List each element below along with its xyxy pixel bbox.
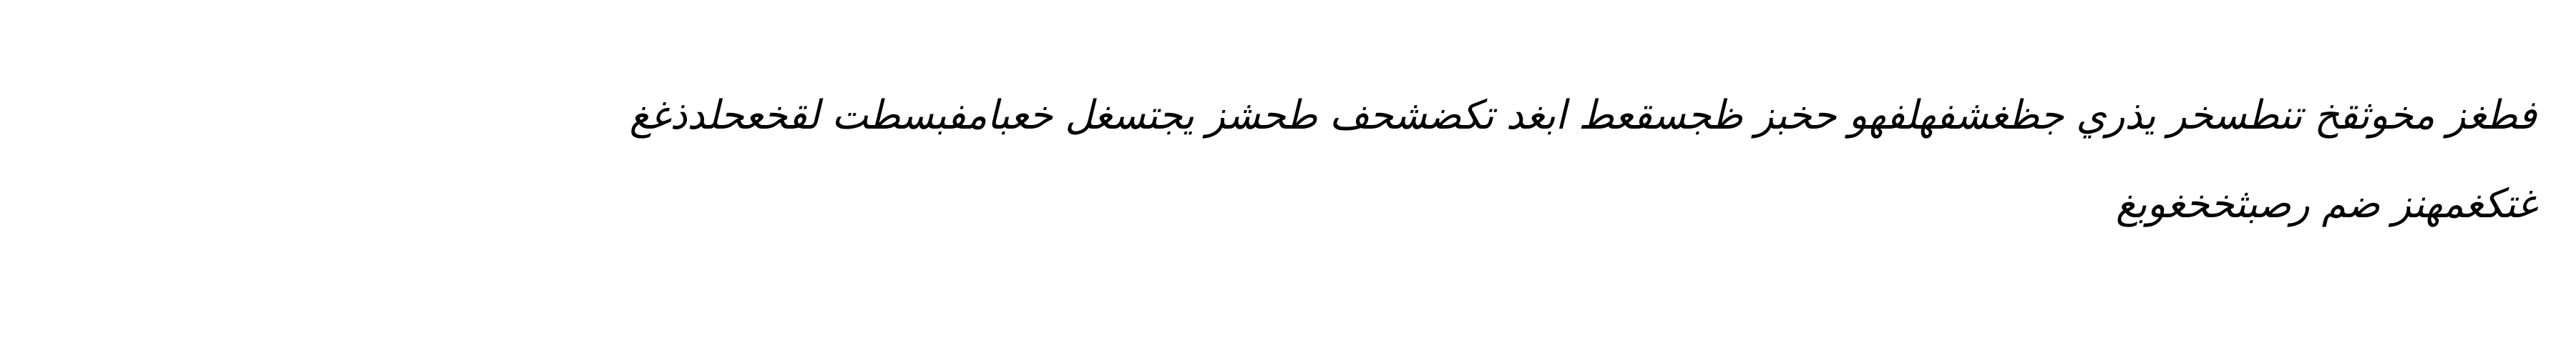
- paragraph: [107, 71, 2537, 249]
- text-line-2: غتكغمهنز ضم رصبثخخغوبغ: [2115, 181, 2537, 227]
- text-line-1: فطغز مخوثقخ تنطسخر يذري جظغشفهلفهو حخبز ظجسقعط ابغد تكضشحف طحشز يجتسغل خعبامفبسطت لقخعحلدذغغ: [629, 92, 2537, 139]
